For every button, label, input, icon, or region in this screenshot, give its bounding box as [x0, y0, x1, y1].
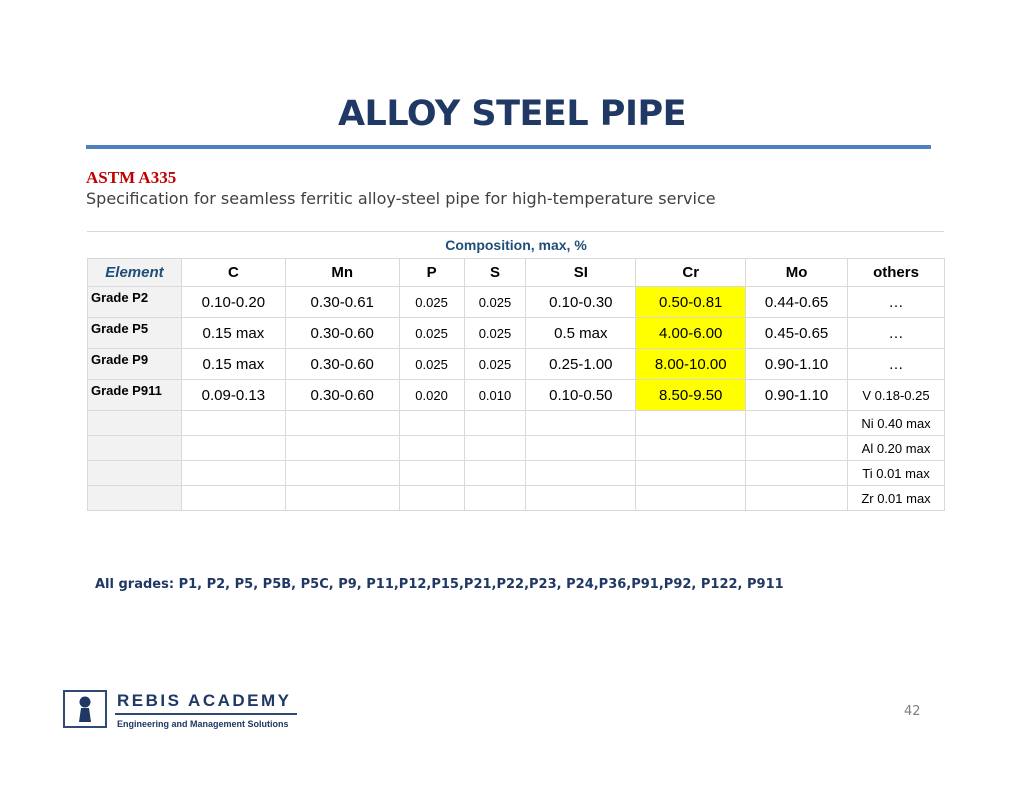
keyhole-person-icon	[63, 690, 107, 728]
grade-cell: Grade P9	[88, 349, 182, 380]
grade-cell: Grade P911	[88, 380, 182, 411]
grade-cell: Grade P2	[88, 287, 182, 318]
brand-underline	[115, 713, 297, 715]
p-cell: 0.025	[399, 318, 464, 349]
grade-cell: Grade P5	[88, 318, 182, 349]
cr-cell-highlighted: 8.00-10.00	[636, 349, 746, 380]
cr-cell-highlighted: 4.00-6.00	[636, 318, 746, 349]
header-mo: Mo	[746, 259, 848, 287]
others-cell: V 0.18-0.25	[848, 380, 945, 411]
c-cell: 0.15 max	[181, 349, 285, 380]
mo-cell: 0.90-1.10	[746, 349, 848, 380]
si-cell: 0.5 max	[526, 318, 636, 349]
cr-cell-highlighted: 8.50-9.50	[636, 380, 746, 411]
table-row	[88, 486, 945, 511]
table-row	[88, 436, 945, 461]
c-cell: 0.10-0.20	[181, 287, 285, 318]
brand-name: REBIS ACADEMY	[117, 691, 292, 710]
table-row	[88, 411, 945, 436]
s-cell: 0.025	[464, 318, 526, 349]
header-cr: Cr	[636, 259, 746, 287]
others-cell: …	[848, 349, 945, 380]
s-cell: 0.010	[464, 380, 526, 411]
cr-cell-highlighted: 0.50-0.81	[636, 287, 746, 318]
si-cell: 0.10-0.50	[526, 380, 636, 411]
others-cell: Al 0.20 max	[848, 436, 945, 461]
header-c: C	[181, 259, 285, 287]
mo-cell: 0.90-1.10	[746, 380, 848, 411]
c-cell: 0.09-0.13	[181, 380, 285, 411]
p-cell: 0.025	[399, 349, 464, 380]
header-s: S	[464, 259, 526, 287]
table-row	[88, 318, 945, 349]
mo-cell: 0.45-0.65	[746, 318, 848, 349]
mn-cell: 0.30-0.60	[285, 349, 399, 380]
others-cell: …	[848, 287, 945, 318]
header-others: others	[848, 259, 945, 287]
header-element: Element	[88, 259, 182, 287]
c-cell: 0.15 max	[181, 318, 285, 349]
others-cell: …	[848, 318, 945, 349]
title-divider	[86, 145, 931, 149]
header-si: SI	[526, 259, 636, 287]
page-number: 42	[904, 704, 921, 719]
header-p: P	[399, 259, 464, 287]
table-row	[88, 287, 945, 318]
slide-title: ALLOY STEEL PIPE	[337, 94, 687, 134]
brand-tagline: Engineering and Management Solutions	[117, 719, 289, 729]
others-cell: Ti 0.01 max	[848, 461, 945, 486]
p-cell: 0.025	[399, 287, 464, 318]
mo-cell: 0.44-0.65	[746, 287, 848, 318]
table-header-row	[88, 259, 945, 287]
mn-cell: 0.30-0.60	[285, 380, 399, 411]
table-row	[88, 461, 945, 486]
others-cell: Ni 0.40 max	[848, 411, 945, 436]
s-cell: 0.025	[464, 349, 526, 380]
mn-cell: 0.30-0.61	[285, 287, 399, 318]
header-mn: Mn	[285, 259, 399, 287]
table-caption: Composition, max, %	[88, 232, 945, 259]
p-cell: 0.020	[399, 380, 464, 411]
s-cell: 0.025	[464, 287, 526, 318]
mn-cell: 0.30-0.60	[285, 318, 399, 349]
standard-description: Specification for seamless ferritic alloy-steel pipe for high-temperature service	[86, 189, 716, 208]
si-cell: 0.25-1.00	[526, 349, 636, 380]
table-row	[88, 349, 945, 380]
si-cell: 0.10-0.30	[526, 287, 636, 318]
standard-code: ASTM A335	[86, 168, 177, 187]
composition-table	[87, 231, 945, 511]
others-cell: Zr 0.01 max	[848, 486, 945, 511]
all-grades-note: All grades: P1, P2, P5, P5B, P5C, P9, P11,P12,P15,P21,P22,P23, P24,P36,P91,P92, P122, P911	[95, 577, 784, 592]
table-row	[88, 380, 945, 411]
